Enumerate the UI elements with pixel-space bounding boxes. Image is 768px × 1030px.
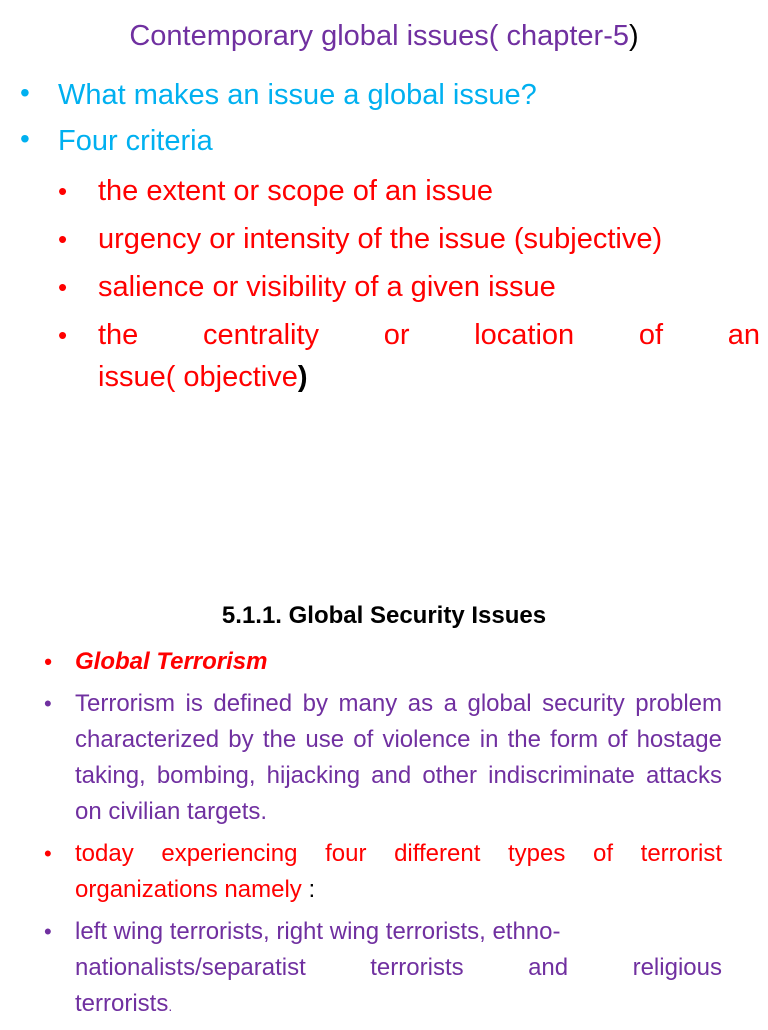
security-bullet-list [44,644,722,1030]
bullet-global-terrorism: • Global Terrorism [44,644,722,680]
bullet-terrorism-definition: • Terrorism is defined by many as a global security problem characterized by the use of violence in the form of hostage taking, bombing, hijacking and other indiscriminate attacks on civilian targets. [44,686,722,830]
types-line-2 [75,950,722,986]
title-close-paren: ) [629,20,639,52]
bullet-four-criteria-text: Four criteria [58,125,213,157]
slide-1-title [0,20,768,53]
criteria-4-line-2-text: issue( objective [98,361,298,393]
word: terrorists [370,954,464,981]
bullet-question [20,78,760,112]
types-line-3 [75,986,722,1024]
criteria-item-centrality [58,314,760,398]
word: nationalists/separatist [75,954,306,981]
word: location [474,319,575,351]
slide-2-title: 5.1.1. Global Security Issues [221,602,547,629]
types-line-1-text: • left wing terrorists, right wing terrorists, ethno- [75,918,561,945]
criteria-item: • salience or visibility of a given issue [58,266,760,308]
bullet-four-types-text: today experiencing four different types of terrorist organizations namely [75,840,722,903]
criteria-list [58,170,760,398]
period: . [168,998,173,1014]
criteria-item: • urgency or intensity of the issue (subjective) [58,218,760,260]
word: religious [632,954,722,981]
criteria-4-close-paren: ) [297,361,308,393]
word: an [727,319,760,351]
bullet-four-types [44,836,722,908]
criteria-4-line-2 [98,356,760,398]
bullet-four-criteria [20,124,760,398]
bullet-terrorist-types [44,914,722,1024]
word: or [383,319,410,351]
word: and [528,954,569,981]
main-bullet-list [20,78,760,410]
bullet-question-text: What makes an issue a global issue? [58,79,537,111]
title-text: Contemporary global issues( chapter-5 [129,20,629,52]
criteria-4-line-1 [98,314,760,356]
types-line-1 [75,914,722,950]
slide-2 [0,596,768,1024]
word: • the [98,319,139,351]
types-line-3-text: terrorists [75,990,169,1017]
word: centrality [203,319,320,351]
colon: : [301,876,316,903]
criteria-item: • the extent or scope of an issue [58,170,760,212]
word: of [638,319,664,351]
